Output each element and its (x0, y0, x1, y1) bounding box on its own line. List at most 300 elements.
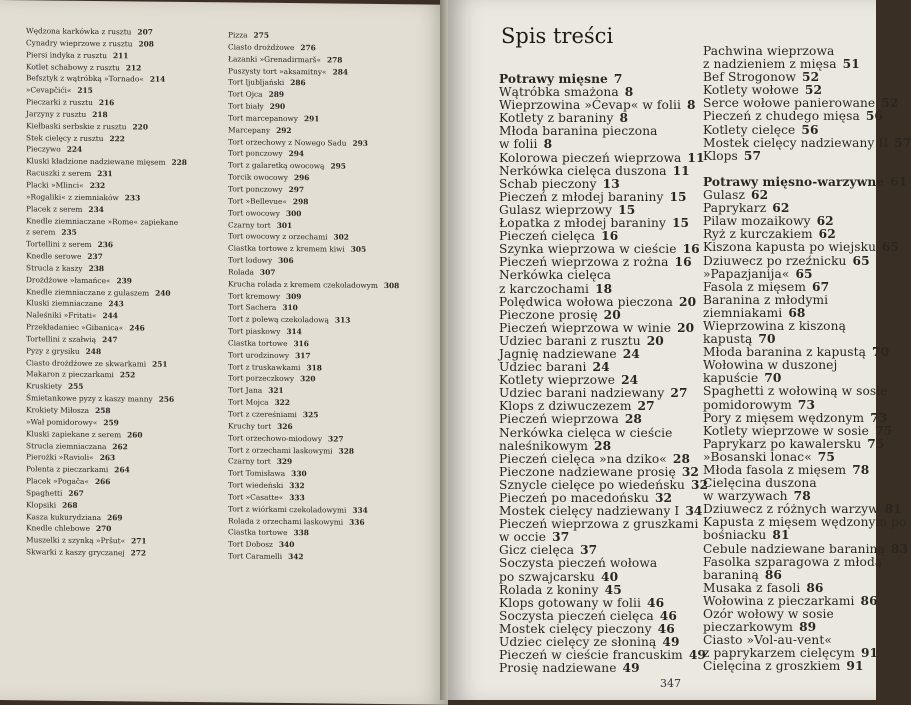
toc-entry-title: Mostek cielęcy pieczony (499, 621, 652, 636)
toc-entry-page: 45 (604, 582, 622, 597)
toc-entry-title: Kotlet schabowy z rusztu (26, 61, 120, 72)
toc-entry-title: Młoda baranina z kapustą (703, 345, 867, 360)
toc-entry-title: Pieczeń wieprzowa z gruszkami (499, 517, 699, 532)
toc-entry-title: Stek cielęcy z rusztu (26, 132, 104, 143)
toc-entry-page: 86 (860, 593, 878, 608)
toc-entry-title: Ciasto »Vol-au-vent« (703, 633, 832, 648)
toc-entry-page: 46 (657, 621, 675, 636)
toc-entry-page: 61 (890, 174, 908, 189)
toc-entry-title: Naleśniki »Fritati« (26, 310, 97, 321)
toc-entry-title: kapustą (703, 332, 753, 347)
toc-entry-title: Kotlety z baraniny (499, 111, 614, 126)
toc-entry-title: Knedle chlebowe (26, 523, 90, 534)
toc-entry-page: 298 (292, 196, 309, 207)
toc-entry-page: 214 (149, 74, 166, 85)
toc-entry-page: 16 (674, 255, 692, 270)
toc-entry-page: 211 (112, 50, 129, 61)
toc-entry-page: 27 (637, 399, 655, 414)
toc-entry-title: Czarny tort (228, 219, 271, 230)
toc-entry-page: 20 (679, 294, 697, 309)
toc-entry-page: 342 (288, 552, 304, 562)
toc-entry-page: 266 (94, 477, 111, 487)
toc-entry-title: Racuszki z serem (26, 168, 92, 179)
toc-entry-title: Prosię nadziewane (499, 661, 617, 676)
toc-entry-page: 65 (882, 240, 900, 255)
toc-entry-page: 340 (278, 540, 295, 550)
toc-entry-page: 51 (842, 57, 860, 72)
toc-entry-title: Kotlety wieprzowe (499, 373, 616, 388)
toc-entry-title: Potrawy mięsne (499, 72, 608, 86)
toc-entry-title: Torcik owocowy (228, 172, 288, 183)
toc-entry-title: Muszelki z szynką »Pršut« (26, 535, 126, 546)
toc-entry-page: 289 (268, 90, 284, 100)
toc-entry-title: Nerkówka cielęca (499, 268, 612, 283)
toc-entry-title: z nadzieniem z mięsa (703, 57, 837, 72)
toc-entry-page: 52 (802, 70, 820, 85)
toc-entry-title: Knedle ziemniaczane »Rome« zapiekane (26, 215, 179, 227)
toc-entry-title: Tort »Casatte« (228, 492, 284, 502)
toc-entry-title: z paprykarzem cielęcym (703, 646, 855, 661)
toc-entry-page: 75 (867, 436, 885, 451)
toc-entry-title: Soczysta pieczeń cielęca (499, 608, 654, 623)
toc-entry-title: pomidorowym (703, 397, 792, 412)
toc-entry-title: Jarzyny z rusztu (26, 109, 87, 119)
toc-entry-title: Pieczeń wieprzowa (499, 412, 619, 427)
toc-entry-page: 322 (274, 398, 290, 408)
toc-entry-title: Tort Mojca (228, 397, 269, 407)
toc-entry-title: ziemniakami (703, 305, 783, 320)
toc-entry-page: 294 (288, 149, 305, 159)
toc-entry-page: 56 (801, 122, 819, 137)
toc-entry-page: 255 (67, 382, 84, 392)
toc-entry-page: 37 (552, 530, 570, 545)
toc-entry-title: Tort ljubljański (228, 77, 285, 88)
toc-entry-title: »Cevapčići« (26, 85, 72, 95)
toc-entry-title: Wątróbka smażona (499, 85, 619, 100)
toc-entry-title: Pieczarki z rusztu (26, 97, 93, 108)
toc-entry-page: 244 (102, 311, 118, 321)
toc-entry-page: 252 (119, 370, 136, 380)
toc-entry-page: 28 (624, 412, 642, 427)
toc-entry-page: 70 (764, 371, 782, 386)
toc-entry-title: Tort lodowy (228, 255, 273, 265)
toc-entry-page: 224 (66, 145, 83, 155)
toc-entry-title: Kruchy tort (228, 421, 272, 431)
toc-entry-page: 15 (671, 216, 690, 231)
toc-entry-title: Tort piaskowy (228, 326, 281, 337)
toc-entry-page: 338 (293, 528, 309, 538)
toc-entry-page: 75 (875, 423, 893, 438)
toc-entry-title: Tort z polewą czekoladową (228, 314, 329, 325)
toc-entry-page: 302 (333, 232, 349, 242)
toc-entry-title: po szwajcarsku (499, 569, 595, 584)
toc-entry-title: w occie (499, 530, 547, 545)
toc-entry-title: Krokiety Miłosza (26, 405, 90, 415)
toc-entry-page: 215 (77, 86, 93, 96)
toc-entry-page: 11 (687, 150, 705, 165)
toc-entry-page: 251 (152, 359, 168, 369)
toc-entry-page: 20 (646, 333, 664, 348)
toc-entry-page: 32 (690, 477, 709, 492)
toc-entry-page: 46 (647, 595, 665, 610)
toc-entry-title: Tort biały (228, 101, 264, 111)
toc-entry-title: Tort wiedeński (228, 480, 284, 491)
toc-entry-title: bośniacku (703, 528, 767, 543)
toc-entry-page: 306 (278, 255, 294, 266)
toc-entry-page: 91 (860, 646, 879, 661)
toc-entry-title: Mostek cielęcy nadziewany I (499, 504, 680, 519)
toc-entry-title: Pieczone nadziewane prosię (499, 464, 676, 479)
toc-entry-page: 52 (804, 83, 823, 98)
toc-entry (499, 662, 708, 675)
toc-entry (703, 150, 911, 163)
toc-entry-title: Tort urodzinowy (228, 350, 290, 360)
toc-entry-page: 321 (268, 386, 284, 396)
toc-entry-page: 86 (764, 567, 782, 582)
toc-entry-page: 301 (276, 220, 293, 230)
toc-entry-title: Tort owocowy (228, 208, 280, 218)
toc-entry-page: 24 (592, 360, 610, 375)
toc-entry-page: 62 (772, 201, 790, 216)
toc-entry-title: Kluski zapiekane z serem (26, 428, 122, 439)
toc-entry-title: Udziec barani nadziewany (499, 386, 665, 401)
toc-entry-page: 291 (303, 114, 320, 124)
toc-entry-page: 263 (99, 453, 116, 463)
toc-entry-page: 317 (295, 350, 311, 361)
toc-entry-title: »Bosanski lonac« (703, 449, 812, 464)
toc-entry-title: Polenta z pieczarkami (26, 464, 109, 475)
toc-entry-title: Ryż z kurczakiem (703, 227, 813, 242)
toc-entry-page: 295 (330, 161, 346, 171)
toc-entry-page: 328 (338, 446, 354, 456)
toc-entry-title: Pieczeń cielęca (499, 229, 596, 244)
toc-entry-title: Pieczeń z młodej baraniny (499, 189, 664, 204)
toc-entry-page: 233 (124, 193, 141, 203)
toc-entry-page: 8 (686, 98, 696, 113)
toc-entry-page: 284 (332, 67, 348, 77)
toc-entry-page: 70 (758, 332, 776, 347)
toc-entry-page: 73 (797, 397, 816, 412)
toc-entry-page: 24 (622, 346, 640, 361)
toc-entry-page: 216 (98, 98, 115, 108)
toc-entry-page: 73 (870, 410, 888, 425)
toc-entry-title: Skwarki z kaszy gryczanej (26, 547, 125, 558)
toc-entry-title: »Papazjanija« (703, 266, 790, 281)
toc-entry-title: Łopatka z młodej baraniny (499, 216, 666, 231)
toc-entry-title: Udziec cielęcy ze słoniną (499, 635, 657, 650)
toc-entry-page: 333 (289, 492, 305, 503)
toc-entry-title: Klops z dziwuczezem (499, 399, 632, 414)
toc-entry-page: 212 (125, 62, 142, 73)
toc-entry-title: w folii (499, 137, 538, 152)
toc-entry-page: 222 (109, 133, 125, 143)
toc-entry-page: 267 (68, 488, 84, 498)
toc-entry-title: Rolada z koniny (499, 582, 599, 597)
toc-entry-page: 37 (580, 543, 598, 558)
toc-entry-page: 228 (171, 158, 187, 168)
toc-entry-page: 208 (138, 39, 154, 49)
toc-entry-title: Udziec barani (499, 360, 587, 375)
toc-entry-page: 329 (276, 457, 293, 467)
toc-entry-title: Czarny tort (228, 456, 271, 467)
toc-entry-title: Klops (703, 148, 738, 163)
toc-entry-page: 234 (88, 204, 104, 214)
toc-entry-title: Tort ponczowy (228, 184, 283, 194)
toc-entry-title: Cebule nadziewane baraniną (703, 541, 885, 556)
toc-entry-page: 52 (881, 96, 899, 111)
toc-entry-title: Pieczeń w cieście francuskim (499, 648, 683, 663)
toc-entry-page: 28 (594, 438, 612, 453)
toc-entry-page: 320 (300, 374, 316, 384)
toc-entry-title: Tort Ojca (228, 89, 263, 99)
toc-entry-page: 16 (601, 229, 619, 244)
toc-entry-title: Knedle serowe (26, 251, 82, 261)
toc-entry-title: Pieczeń po macedońsku (499, 491, 649, 505)
toc-entry-title: Ciasto drożdżowe ze skwarkami (26, 357, 147, 369)
toc-entry-page: 75 (817, 449, 835, 464)
toc-entry-title: Szynka wieprzowa w cieście (499, 242, 677, 257)
toc-entry-page: 65 (852, 253, 870, 268)
right-column-1 (499, 73, 708, 675)
toc-entry-title: Tort ponczowy (228, 148, 283, 159)
toc-entry-title: Pizza (228, 30, 248, 40)
toc-entry-title: Pieczone prosię (499, 307, 598, 322)
toc-entry-title: Pory z mięsem wędzonym (703, 410, 865, 425)
toc-entry-page: 49 (688, 648, 706, 663)
toc-entry-page: 314 (286, 327, 302, 337)
toc-entry-page: 269 (107, 512, 123, 522)
toc-entry-title: Dziuwecz po rzeźnicku (703, 253, 847, 268)
toc-entry-page: 67 (812, 279, 830, 294)
toc-entry-title: Befsztyk z wątróbką »Tornado« (26, 73, 144, 84)
toc-entry-title: Bef Strogonow (703, 70, 797, 85)
toc-entry-title: Cynadry wieprzowe z rusztu (26, 38, 133, 49)
toc-entry-title: Kiszona kapusta po wiejsku (703, 240, 877, 255)
toc-entry-title: Placki »Mlinci« (26, 180, 84, 190)
toc-entry-page: 316 (293, 339, 309, 349)
toc-entry-title: Kotlety cielęce (703, 122, 796, 137)
toc-entry-page: 334 (352, 505, 368, 515)
toc-entry-title: Kolorowa pieczeń wieprzowa (499, 150, 682, 165)
toc-entry-page: 232 (89, 180, 106, 191)
toc-entry-title: Krucha rolada z kremem czekoladowym (228, 279, 378, 290)
toc-entry-title: Schab pieczony (499, 176, 597, 191)
toc-entry-page: 81 (772, 528, 790, 543)
toc-entry-page: 276 (300, 42, 316, 53)
toc-entry-title: Pieczeń wieprzowa z rożna (499, 255, 669, 270)
toc-entry-title: Pieczywo (26, 144, 61, 155)
toc-entry-title: Pilaw mozaikowy (703, 214, 811, 229)
toc-entry-title: Pyzy z grysiku (26, 346, 80, 356)
toc-entry-title: Śmietankowe pyzy z kaszy manny (26, 393, 153, 404)
toc-entry-page: 278 (327, 55, 343, 65)
toc-entry-title: Baranina z młodymi (703, 292, 829, 307)
toc-entry-title: Dziuwecz z różnych warzyw (703, 502, 879, 517)
toc-entry-title: Ciastka tortowe (228, 527, 288, 538)
toc-entry-title: Soczysta pieczeń wołowa (499, 556, 658, 571)
toc-entry-title: Tort z wiórkami czekoladowymi (228, 504, 347, 515)
toc-entry-title: Puszysty tort »aksamitny« (228, 65, 327, 76)
toc-entry-page: 28 (672, 451, 691, 466)
toc-entry-page: 272 (130, 548, 147, 558)
toc-entry-page: 260 (127, 430, 143, 440)
toc-entry-page: 243 (108, 299, 124, 309)
toc-entry-page: 256 (158, 394, 175, 404)
toc-entry-page: 220 (132, 122, 148, 132)
toc-entry-page: 218 (92, 109, 108, 120)
toc-entry-page: 49 (662, 635, 680, 650)
toc-entry-title: Tort marcepanowy (228, 113, 298, 124)
toc-entry-title: Tortellini z serem (26, 239, 92, 250)
toc-entry-title: Tort Jana (228, 385, 263, 396)
toc-entry-page: 325 (302, 410, 319, 420)
toc-entry-title: Pierożki »Ravioli« (26, 452, 94, 463)
toc-entry-page: 248 (85, 346, 102, 356)
toc-entry-title: Tort Tomisława (228, 468, 286, 479)
toc-entry-page: 91 (846, 659, 864, 674)
left-column-1 (26, 27, 187, 562)
toc-entry-page: 16 (682, 242, 700, 257)
toc-entry-title: Nerkówka cielęca w cieście (499, 425, 673, 440)
toc-entry-title: »Rogaliki« z ziemniaków (26, 192, 119, 203)
toc-entry-title: Klops gotowany w folii (499, 595, 641, 610)
toc-entry-page: 332 (289, 481, 305, 491)
toc-entry-page: 8 (624, 85, 634, 100)
toc-entry-title: Potrawy mięsno-warzywne (703, 174, 885, 189)
toc-entry-page: 57 (894, 135, 911, 150)
toc-entry-page: 86 (806, 580, 824, 595)
toc-entry-title: Pieczeń z chudego mięsa (703, 109, 860, 124)
toc-entry-title: Tort Sachera (228, 302, 277, 313)
toc-entry-page: 8 (543, 137, 553, 152)
toc-entry-page: 290 (269, 101, 286, 112)
toc-entry-title: Ciasto drożdżowe (228, 42, 295, 52)
toc-entry-title: Wieprzowina z kiszoną (703, 318, 846, 333)
toc-entry-page: 275 (253, 30, 269, 40)
toc-entry-title: Kasza kukurydziana (26, 511, 102, 522)
toc-entry-title: w warzywach (703, 489, 788, 504)
toc-entry-title: Tort Caramelli (228, 551, 283, 562)
toc-entry-title: Tort orzechowy z Nowego Sadu (228, 136, 347, 148)
toc-entry-title: Marcepany (228, 125, 271, 135)
toc-entry-page: 264 (114, 465, 130, 475)
toc-entry-page: 235 (61, 227, 77, 238)
toc-entry-page: 305 (350, 244, 367, 255)
toc-entry-title: Piersi indyka z rusztu (26, 49, 107, 60)
toc-entry-page: 262 (112, 441, 128, 451)
toc-entry-page: 296 (293, 173, 310, 183)
toc-entry-page: 46 (659, 608, 677, 623)
toc-entry-page: 286 (290, 78, 306, 88)
toc-entry-title: Drożdżowe »łamańce« (26, 274, 111, 285)
toc-entry-title: Kapusta z mięsem wędzonym po (703, 515, 907, 530)
toc-entry-title: Sznycle cielęce po wiedeńsku (499, 477, 685, 492)
toc-entry-title: Kiełbaski serbskie z rusztu (26, 121, 127, 132)
toc-entry-title: Pieczeń cielęca »na dziko« (499, 451, 667, 466)
toc-entry-title: Makaron z pieczarkami (26, 369, 114, 380)
toc-entry-title: Wieprzowina »Ćevap« w folii (499, 98, 681, 113)
toc-entry-page: 327 (328, 434, 344, 444)
toc-entry-title: Gulasz (703, 188, 746, 203)
toc-entry-title: Paprykarz (703, 201, 767, 216)
toc-entry-title: Cielęcina duszona (703, 476, 817, 491)
toc-entry-page: 62 (751, 188, 769, 203)
toc-entry-page: 297 (288, 184, 305, 195)
toc-entry-page: 65 (795, 266, 813, 281)
toc-entry-title: Gicz cielęca (499, 543, 575, 558)
toc-entry-title: Tort orzechowo-miodowy (228, 433, 323, 444)
toc-entry-title: Polędwica wołowa pieczona (499, 294, 673, 309)
toc-entry-title: Klopsiki (26, 500, 57, 510)
toc-entry-page: 307 (259, 267, 276, 277)
toc-entry-title: Tort z czereśniami (228, 409, 297, 420)
toc-entry-title: Placek z serem (26, 203, 83, 214)
right-column-2 (703, 45, 911, 674)
toc-entry-page: 15 (618, 202, 636, 217)
toc-entry-page: 89 (799, 620, 817, 635)
toc-entry-title: Fasolka szparagowa z młodą (703, 554, 883, 569)
toc-entry-title: Placek »Pogača« (26, 476, 89, 486)
toc-entry-title: Musaka z fasoli (703, 580, 801, 595)
toc-entry-title: Ozór wołowy w sosie (703, 607, 834, 622)
toc-entry-title: Wędzona karkówka z rusztu (26, 26, 132, 37)
toc-entry-title: Rolada (228, 267, 254, 277)
page-number: 347 (660, 677, 681, 690)
toc-entry-page: 300 (285, 208, 302, 218)
toc-entry-title: Kluski ziemniaczane (26, 298, 103, 309)
toc-entry-page: 8 (619, 111, 629, 126)
toc-entry-page: 83 (890, 541, 909, 556)
left-column-2 (228, 31, 399, 566)
toc-entry-title: Fasola z mięsem (703, 279, 807, 294)
toc-entry-page: 239 (116, 275, 132, 286)
toc-entry-page: 70 (872, 345, 890, 360)
toc-entry-title: Tort Dobosz (228, 539, 273, 550)
toc-entry-page: 292 (276, 125, 292, 135)
toc-entry-title: Serce wołowe panierowane (703, 96, 876, 111)
toc-entry-page: 236 (97, 240, 114, 250)
toc-entry-title: Kotlety wołowe (703, 83, 799, 98)
toc-entry-title: Tort »Bellevue« (228, 196, 287, 206)
toc-entry-title: Paprykarz po kawalersku (703, 436, 862, 451)
toc-entry (228, 553, 399, 567)
toc-entry-page: 231 (97, 169, 113, 179)
toc-entry-title: Młoda fasola z mięsem (703, 463, 847, 477)
toc-entry-page: 238 (88, 263, 105, 273)
toc-entry-page: 237 (87, 251, 103, 262)
toc-entry-page: 326 (277, 421, 293, 431)
toc-entry-title: Knedle ziemniaczane z gulaszem (26, 286, 150, 298)
toc-entry-title: Kluski kładzione nadziewane mięsem (26, 156, 166, 168)
toc-entry (703, 660, 911, 673)
toc-entry-page: 15 (669, 189, 687, 204)
toc-entry-title: Tort z galaretką owocową (228, 160, 325, 171)
toc-entry-page: 11 (672, 163, 690, 178)
toc-entry-page: 309 (286, 291, 302, 301)
toc-entry-title: z serem (26, 227, 56, 237)
toc-entry-title: Tort porzeczkowy (228, 373, 295, 384)
toc-entry-page: 49 (622, 661, 640, 676)
toc-entry-page: 270 (96, 524, 112, 534)
toc-entry-title: Ciastka tortowe z kremem kiwi (228, 243, 345, 254)
toc-entry-page: 62 (816, 214, 834, 229)
toc-entry-title: Tort z truskawkami (228, 362, 301, 372)
toc-entry-title: Cielęcina z groszkiem (703, 659, 841, 674)
toc-entry-title: Strucla z kaszy (26, 263, 83, 273)
toc-entry-page: 18 (595, 281, 613, 296)
toc-entry-title: Wołowina z pieczarkami (703, 593, 855, 608)
toc-entry-page: 240 (155, 288, 171, 298)
